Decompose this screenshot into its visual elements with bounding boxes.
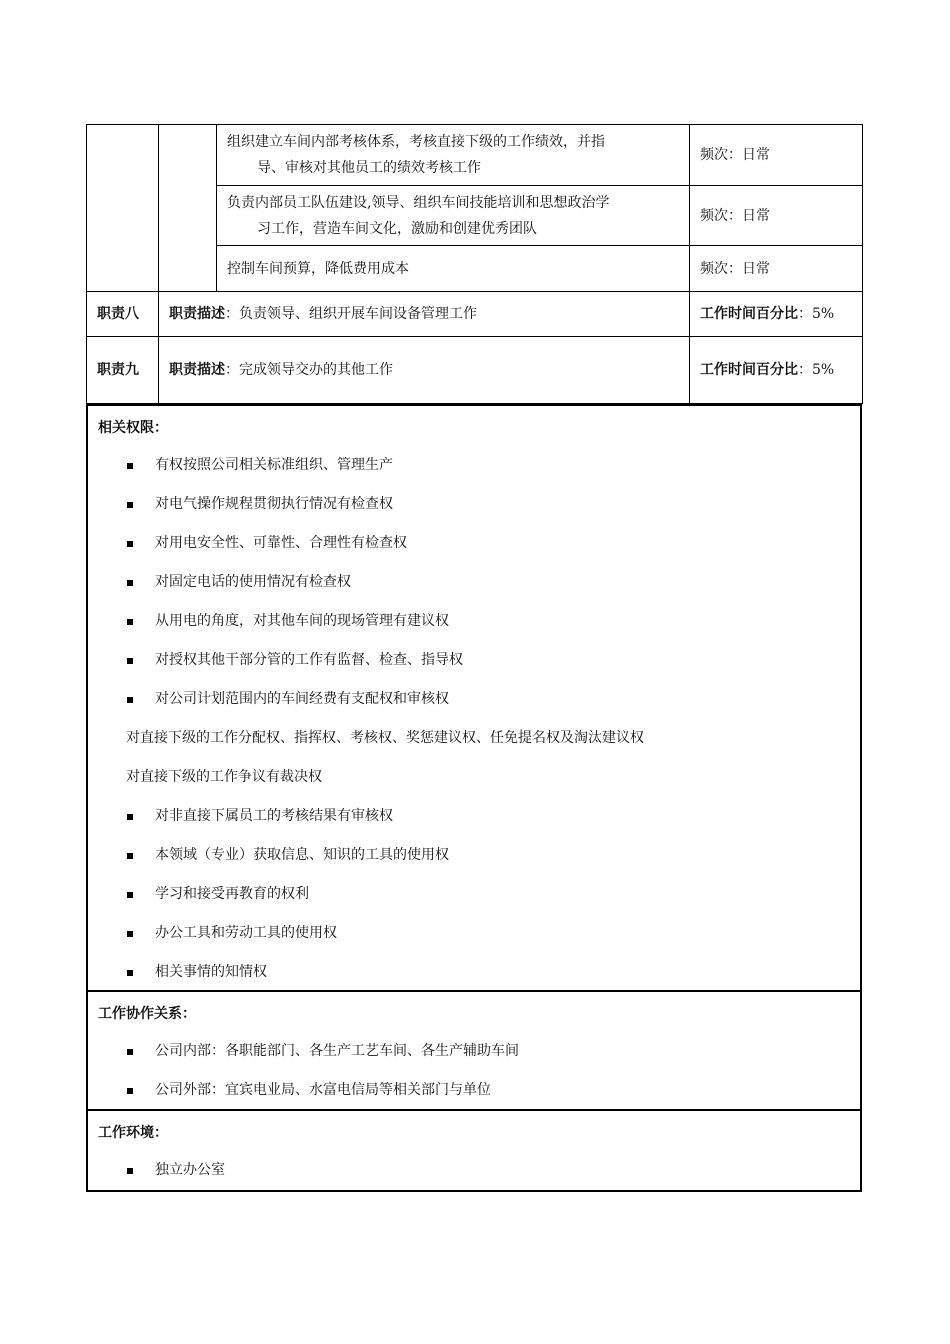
task-cell	[217, 186, 690, 246]
description-text: ：负责领导、组织开展车间设备管理工作	[225, 306, 477, 322]
authority-section	[86, 404, 862, 992]
bullet-icon	[127, 1088, 133, 1094]
blank-cell	[87, 125, 159, 292]
document-page	[86, 124, 862, 1192]
task-line: 控制车间预算，降低费用成本	[227, 260, 409, 277]
frequency-value: 日常	[742, 207, 770, 224]
list-item-text: 对非直接下属员工的考核结果有审核权	[155, 808, 393, 824]
frequency-label: 频次：	[700, 147, 742, 163]
cooperation-section	[86, 992, 862, 1111]
description-label: 职责描述	[169, 362, 225, 378]
list-item	[98, 485, 850, 524]
frequency-cell	[690, 186, 863, 246]
list-item-text: 对授权其他干部分管的工作有监督、检查、指导权	[155, 652, 463, 668]
duty9-label: 职责九	[87, 337, 159, 404]
list-item-text: 对电气操作规程贯彻执行情况有检查权	[155, 496, 393, 512]
duty-table	[86, 124, 863, 404]
bullet-icon	[127, 931, 133, 937]
list-item-text: 办公工具和劳动工具的使用权	[155, 925, 337, 941]
list-item-text: 有权按照公司相关标准组织、管理生产	[155, 457, 393, 473]
time-percent-label: 工作时间百分比	[700, 362, 798, 378]
list-item	[98, 563, 850, 602]
task-line: 负责内部员工队伍建设,领导、组织车间技能培训和思想政治学	[227, 194, 610, 211]
bullet-icon	[127, 463, 133, 469]
section-title: 相关权限：	[98, 420, 168, 436]
list-item	[98, 641, 850, 680]
bullet-icon	[127, 619, 133, 625]
frequency-cell	[690, 125, 863, 186]
environment-list	[98, 1151, 850, 1190]
bullet-icon	[127, 580, 133, 586]
list-item	[98, 719, 850, 758]
frequency-label: 频次：	[700, 260, 742, 277]
task-cell	[217, 246, 690, 292]
list-item-text: 独立办公室	[155, 1162, 225, 1178]
frequency-label: 频次：	[700, 207, 742, 224]
list-item	[98, 953, 850, 992]
list-item	[98, 797, 850, 836]
list-item	[98, 875, 850, 914]
list-item	[98, 1071, 850, 1110]
bullet-icon	[127, 658, 133, 664]
list-item	[98, 680, 850, 719]
task-line: 习工作，营造车间文化，激励和创建优秀团队	[257, 220, 537, 237]
time-percent-value: ：5%	[798, 362, 835, 378]
frequency-cell	[690, 246, 863, 292]
frequency-value: 日常	[742, 260, 770, 277]
bullet-icon	[127, 814, 133, 820]
bullet-icon	[127, 970, 133, 976]
task-line: 组织建立车间内部考核体系，考核直接下级的工作绩效，并指	[227, 134, 605, 150]
list-item-text: 对直接下级的工作争议有裁决权	[126, 769, 322, 785]
task-cell	[217, 125, 690, 186]
list-item-text: 对固定电话的使用情况有检查权	[155, 574, 351, 590]
list-item-text: 对直接下级的工作分配权、指挥权、考核权、奖惩建议权、任免提名权及淘汰建议权	[126, 730, 644, 746]
authority-list	[98, 446, 850, 992]
section-title: 工作协作关系：	[98, 1006, 196, 1022]
time-percent-label: 工作时间百分比	[700, 306, 798, 322]
duty9-row	[87, 337, 863, 404]
blank-cell	[159, 125, 217, 292]
list-item-text: 从用电的角度，对其他车间的现场管理有建议权	[155, 613, 449, 629]
duty8-label: 职责八	[87, 292, 159, 337]
duty-task-row	[87, 125, 863, 186]
duty8-time	[690, 292, 863, 337]
duty8-row	[87, 292, 863, 337]
description-text: ：完成领导交办的其他工作	[225, 362, 393, 378]
list-item	[98, 446, 850, 485]
bullet-icon	[127, 697, 133, 703]
bullet-icon	[127, 1049, 133, 1055]
frequency-value: 日常	[742, 147, 770, 163]
list-item-text: 公司外部：宜宾电业局、水富电信局等相关部门与单位	[155, 1082, 491, 1098]
list-item	[98, 602, 850, 641]
duty9-description	[159, 337, 690, 404]
section-title: 工作环境：	[98, 1125, 168, 1141]
list-item-text: 学习和接受再教育的权利	[155, 886, 309, 902]
list-item	[98, 914, 850, 953]
list-item	[98, 1032, 850, 1071]
list-item-text: 对用电安全性、可靠性、合理性有检查权	[155, 535, 407, 551]
list-item	[98, 1151, 850, 1190]
bullet-icon	[127, 1168, 133, 1174]
bullet-icon	[127, 541, 133, 547]
list-item-text: 公司内部：各职能部门、各生产工艺车间、各生产辅助车间	[155, 1043, 519, 1059]
bullet-icon	[127, 892, 133, 898]
duty9-time	[690, 337, 863, 404]
list-item	[98, 524, 850, 563]
bullet-icon	[127, 853, 133, 859]
time-percent-value: ：5%	[798, 306, 835, 322]
list-item	[98, 758, 850, 797]
list-item-text: 本领域（专业）获取信息、知识的工具的使用权	[155, 847, 449, 863]
bullet-icon	[127, 502, 133, 508]
list-item-text: 对公司计划范围内的车间经费有支配权和审核权	[155, 691, 449, 707]
list-item-text: 相关事情的知情权	[155, 964, 267, 980]
cooperation-list	[98, 1032, 850, 1110]
duty8-description	[159, 292, 690, 337]
environment-section	[86, 1111, 862, 1192]
description-label: 职责描述	[169, 306, 225, 322]
task-line: 导、审核对其他员工的绩效考核工作	[257, 160, 481, 176]
list-item	[98, 836, 850, 875]
